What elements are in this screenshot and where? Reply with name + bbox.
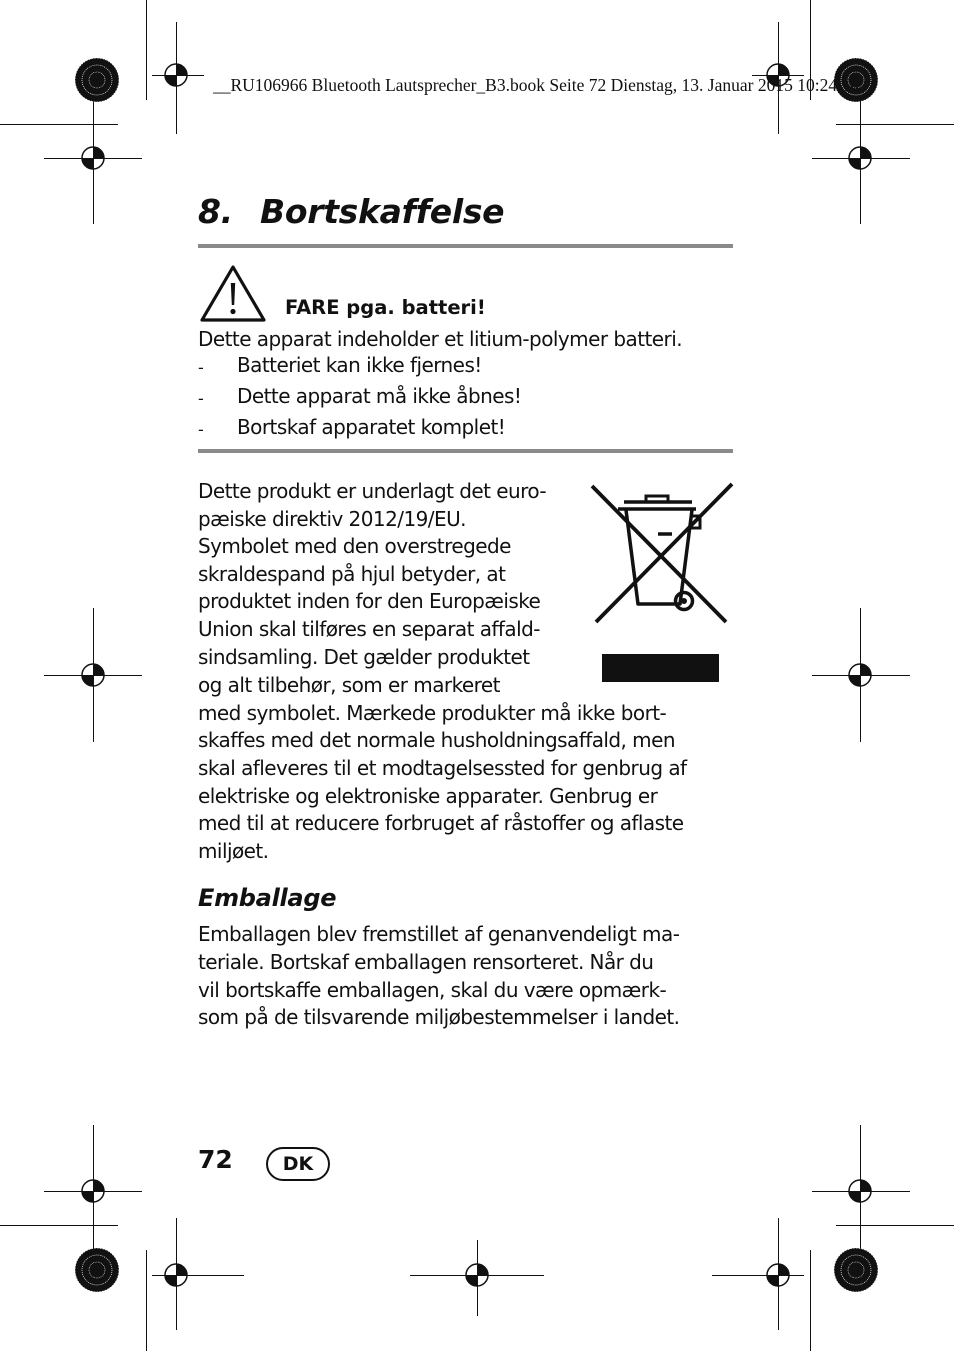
paragraph-line: elektriske og elektroniske apparater. Genbrug er <box>198 784 658 808</box>
paragraph-line: og alt tilbehør, som er markeret <box>198 673 500 697</box>
paragraph-line: teriale. Bortskaf emballagen rensorteret. Når du <box>198 950 654 974</box>
paragraph-line: Emballagen blev fremstillet af genanvendeligt ma- <box>198 922 680 946</box>
section-title-text: Bortskaffelse <box>260 192 505 231</box>
paragraph-line: skraldespand på hjul betyder, at <box>198 562 506 586</box>
bullet-text: Bortskaf apparatet komplet! <box>237 415 506 439</box>
packaging-heading: Emballage <box>198 884 337 912</box>
paragraph-line: pæiske direktiv 2012/19/EU. <box>198 507 466 531</box>
warning-triangle-icon <box>199 263 267 323</box>
print-header: __RU106966 Bluetooth Lautsprecher_B3.book Seite 72 Dienstag, 13. Januar 2015 10:24 10 <box>213 75 859 95</box>
crossed-out-wheelie-bin-icon <box>588 480 736 685</box>
paragraph-line: Dette produkt er underlagt det euro- <box>198 479 547 503</box>
bullet-text: Dette apparat må ikke åbnes! <box>237 384 522 408</box>
paragraph-line: sindsamling. Det gælder produktet <box>198 645 530 669</box>
paragraph-line: skaffes med det normale husholdningsaffald, men <box>198 728 675 752</box>
paragraph-line: miljøet. <box>198 839 269 863</box>
language-badge <box>266 1147 330 1181</box>
paragraph-line: skal afleveres til et modtagelsessted for genbrug af <box>198 756 687 780</box>
paragraph-line: med til at reducere forbruget af råstoffer og aflaste <box>198 811 684 835</box>
section-number: 8. <box>198 192 233 231</box>
page-number: 72 <box>198 1145 233 1174</box>
warning-heading: FARE pga. batteri! <box>285 296 486 319</box>
paragraph-line: som på de tilsvarende miljøbestemmelser i landet. <box>198 1005 680 1029</box>
paragraph-line: produktet inden for den Europæiske <box>198 589 541 613</box>
bullet-text: Batteriet kan ikke fjernes! <box>237 353 482 377</box>
paragraph-line: vil bortskaffe emballagen, skal du være opmærk- <box>198 978 667 1002</box>
warning-rule <box>198 449 733 453</box>
language-code: DK <box>282 1153 314 1175</box>
paragraph-line: med symbolet. Mærkede produkter må ikke bort- <box>198 701 667 725</box>
paragraph-line: Symbolet med den overstregede <box>198 534 511 558</box>
paragraph-line: Union skal tilføres en separat affald- <box>198 617 540 641</box>
title-rule <box>198 244 733 248</box>
warning-intro: Dette apparat indeholder et litium-polymer batteri. <box>198 327 683 351</box>
section-title <box>198 192 504 231</box>
